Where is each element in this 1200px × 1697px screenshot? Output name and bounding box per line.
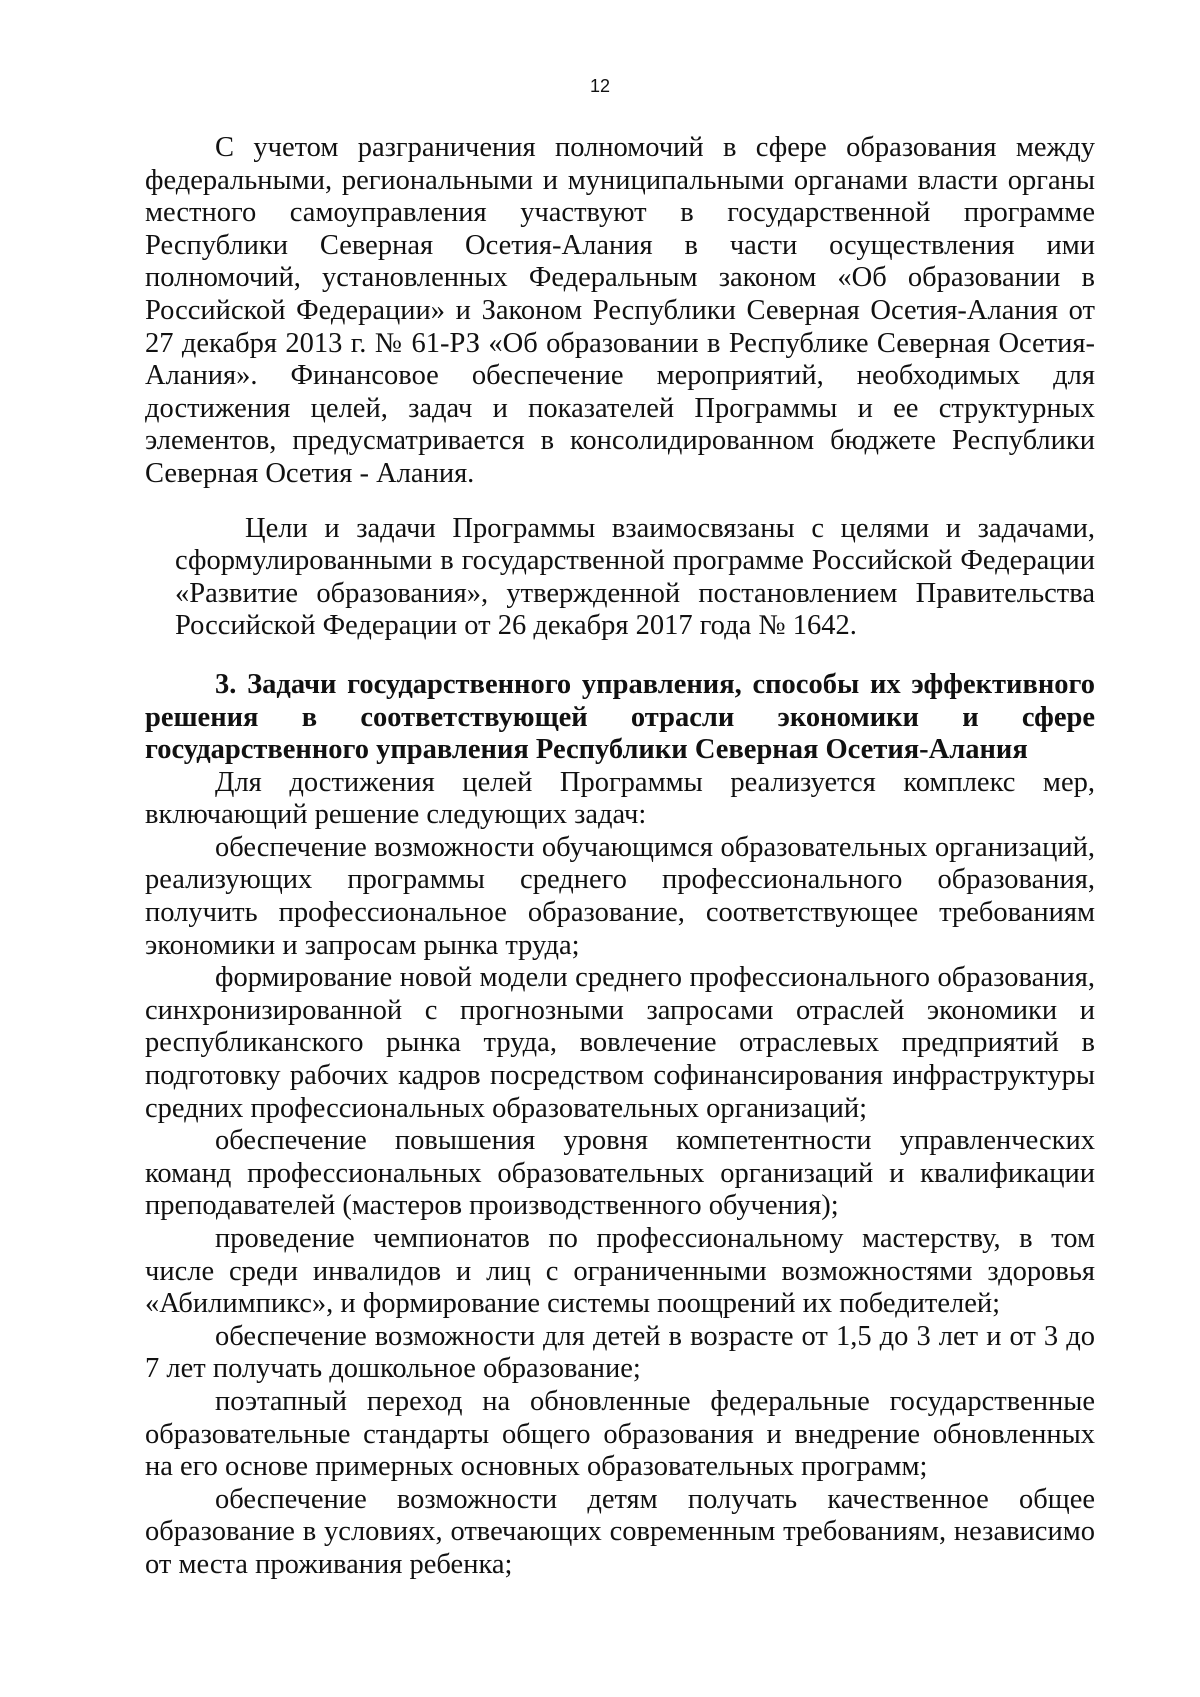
paragraph-authority-division: С учетом разграничения полномочий в сфере образования между федеральными, региональными и муниципальными органами власти органы местного самоуправления участвуют в государственной программе Республики Северная Осетия-Алания в части осуществления ими полномочий, установленных Федеральным законом «Об образовании в Российской Федерации» и Законом Республики Северная Осетия-Алания от 27 декабря 2013 г. № 61-РЗ «Об образовании в Республике Северная Осетия-Алания». Финансовое обеспечение мероприятий, необходимых для достижения целей, задач и показателей Программы и ее структурных элементов, предусматривается в консолидированном бюджете Республики Северная Осетия - Алания. (145, 132, 1095, 489)
paragraph-goals-relation: Цели и задачи Программы взаимосвязаны с целями и задачами, сформулированными в государственной программе Российской Федерации «Развитие образования», утвержденной постановлением Правительства Российской Федерации от 26 декабря 2017 года № 1642. (175, 512, 1095, 642)
section-3-intro: Для достижения целей Программы реализуется комплекс мер, включающий решение следующих задач: (145, 766, 1095, 831)
task-item: обеспечение повышения уровня компетентности управленческих команд профессиональных образовательных организаций и квалификации преподавателей (мастеров производственного обучения); (145, 1125, 1095, 1222)
task-item: проведение чемпионатов по профессиональному мастерству, в том числе среди инвалидов и лиц с ограниченными возможностями здоровья «Абилимпикс», и формирование системы поощрений их победителей; (145, 1223, 1095, 1320)
page-number: 12 (589, 76, 611, 96)
task-item: обеспечение возможности обучающимся образовательных организаций, реализующих программы среднего профессионального образования, получить профессиональное образование, соответствующее требованиям экономики и запросам рынка труда; (145, 831, 1095, 961)
section-3-heading: 3. Задачи государственного управления, способы их эффективного решения в соответствующей отрасли экономики и сфере государственного управления Республики Северная Осетия-Алания (145, 668, 1095, 766)
task-item: формирование новой модели среднего профессионального образования, синхронизированной с прогнозными запросами отраслей экономики и республиканского рынка труда, вовлечение отраслевых предприятий в подготовку рабочих кадров посредством софинансирования инфраструктуры средних профессиональных образовательных организаций; (145, 962, 1095, 1124)
section-3 (145, 669, 1095, 1582)
task-item: обеспечение возможности для детей в возрасте от 1,5 до 3 лет и от 3 до 7 лет получать дошкольное образование; (145, 1320, 1095, 1385)
task-item: поэтапный переход на обновленные федеральные государственные образовательные стандарты общего образования и внедрение обновленных на его основе примерных основных образовательных программ; (145, 1385, 1095, 1483)
document-body (145, 132, 1095, 1582)
task-item: обеспечение возможности детям получать качественное общее образование в условиях, отвечающих современным требованиям, независимо от места проживания ребенка; (145, 1483, 1095, 1580)
